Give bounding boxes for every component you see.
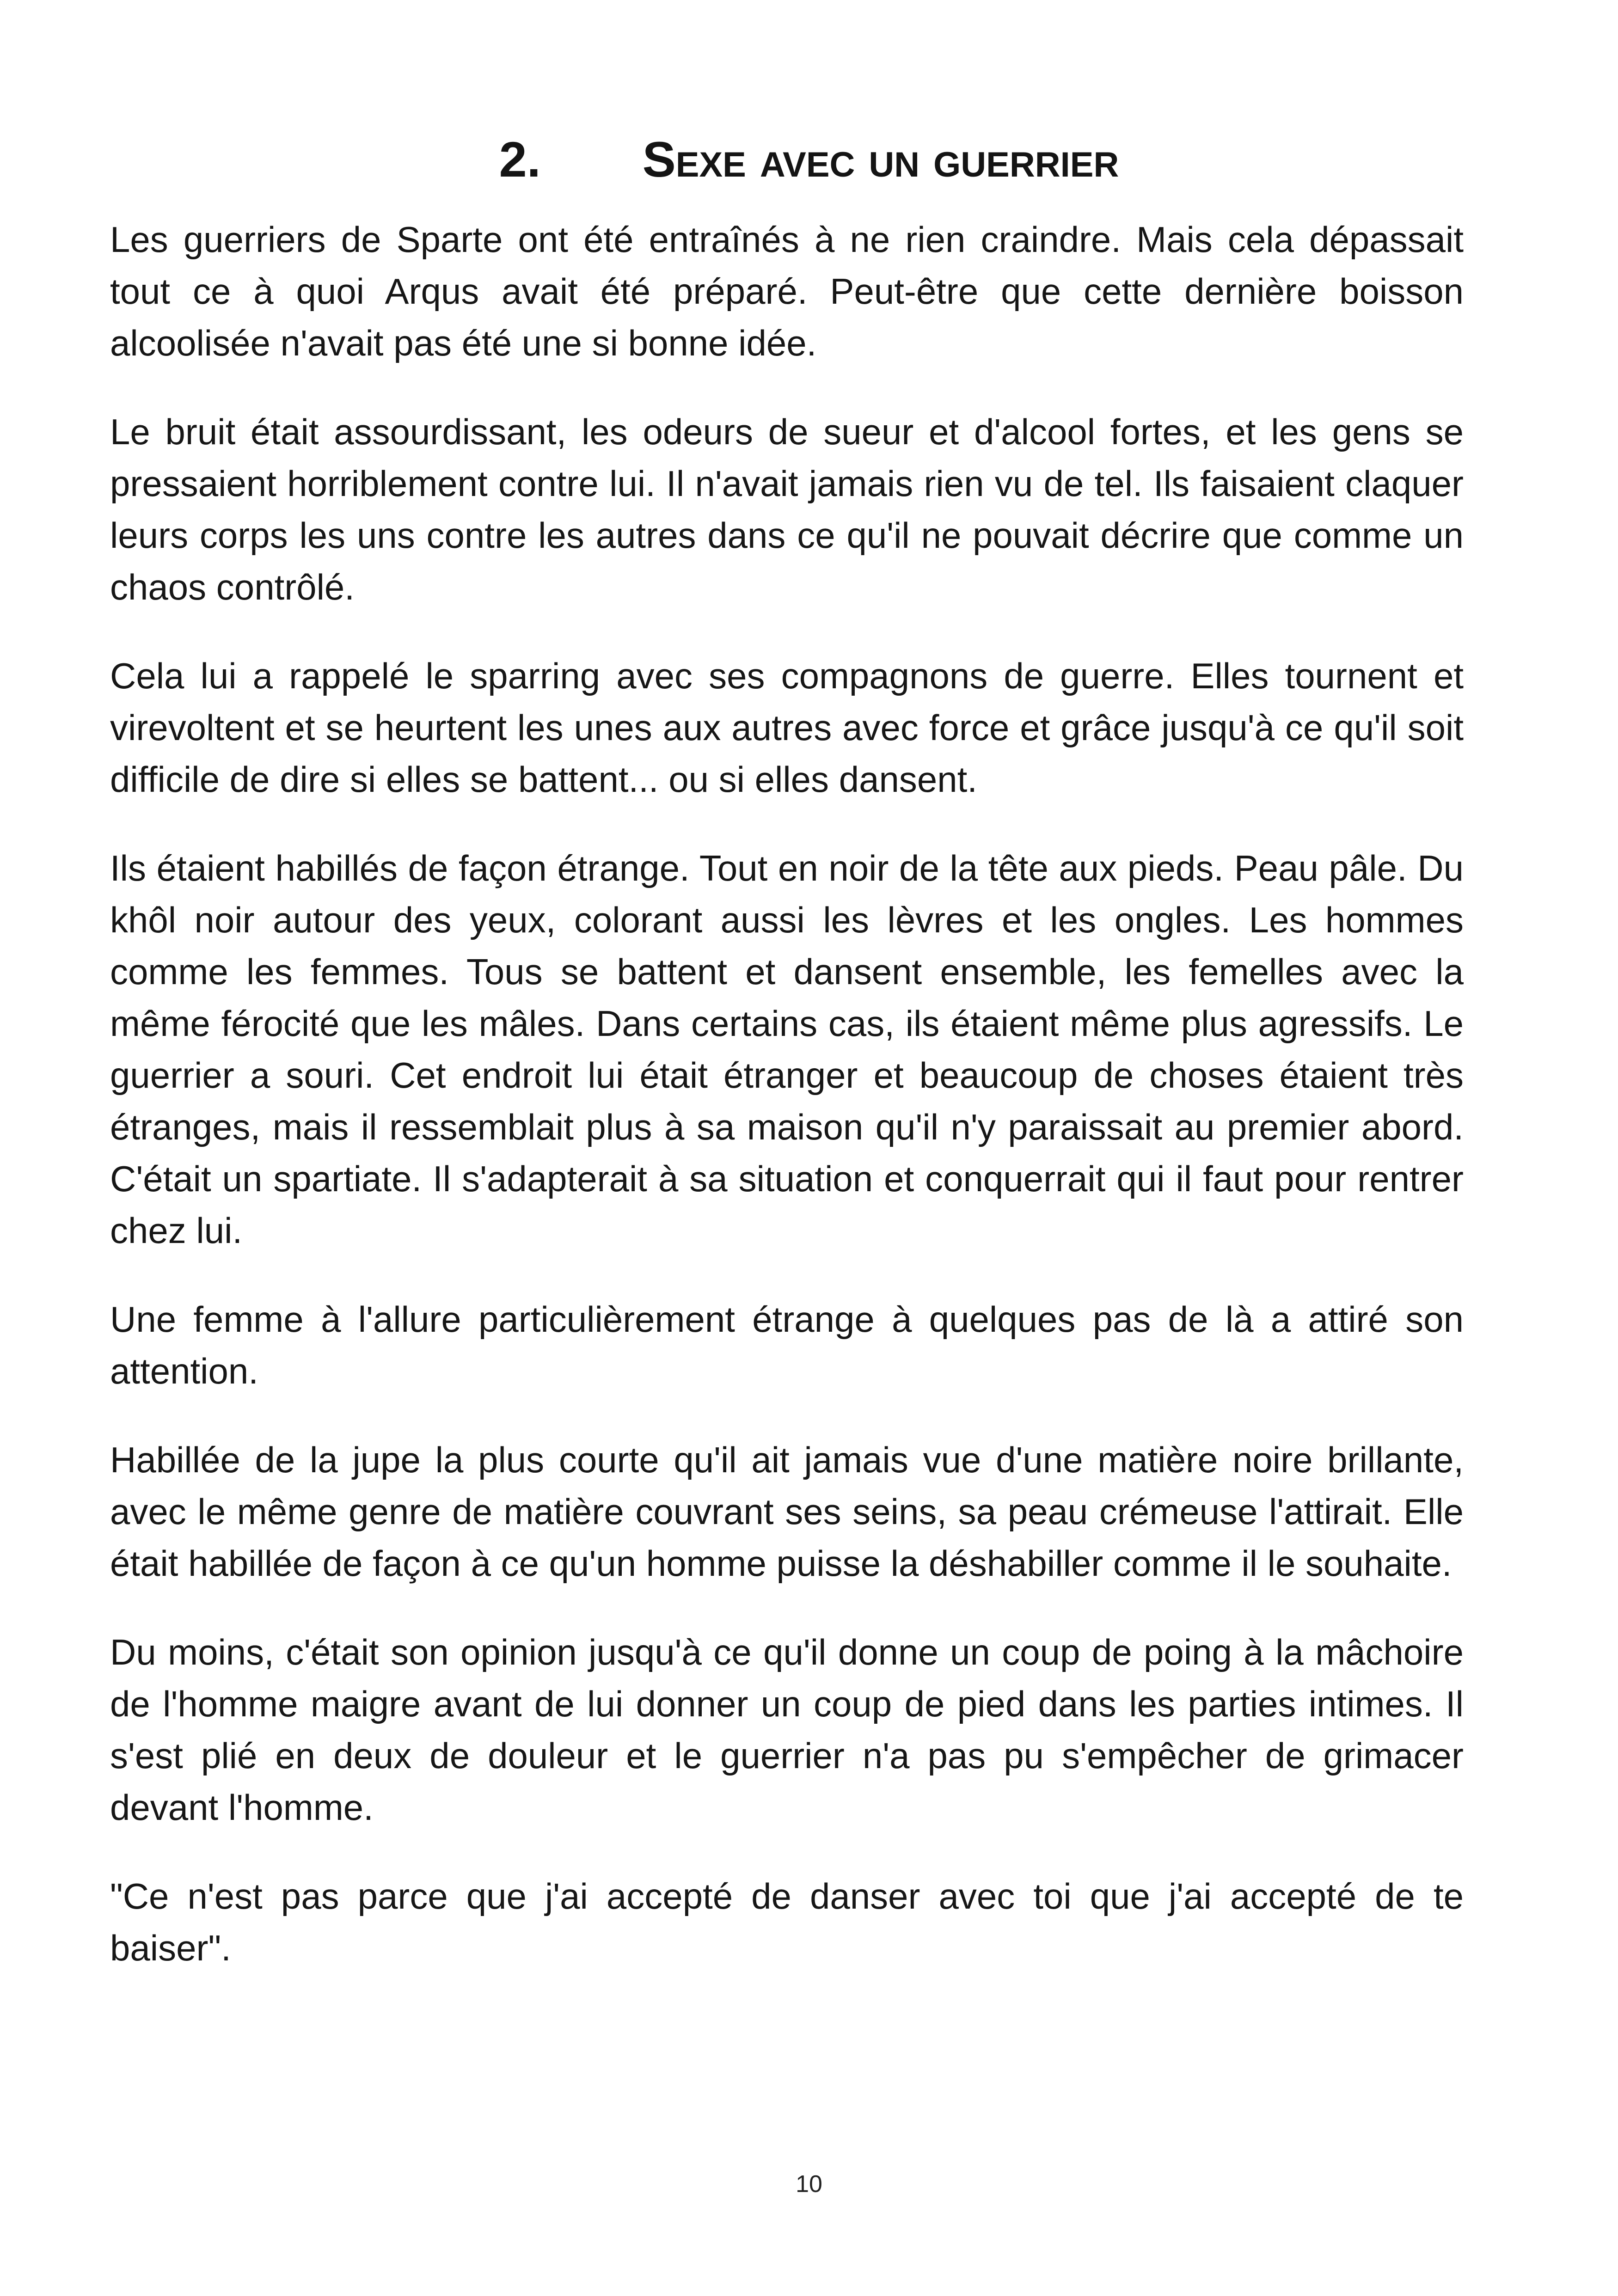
paragraph: Les guerriers de Sparte ont été entraînés à ne rien craindre. Mais cela dépassait tout ce à quoi Arqus avait été préparé. Peut-être que cette dernière boisson alcoolisée n'avait pas été une si bonne idée. xyxy=(110,219,1464,363)
paragraph: Habillée de la jupe la plus courte qu'il ait jamais vue d'une matière noire brillante, avec le même genre de matière couvrant ses seins, sa peau crémeuse l'attirait. Elle était habillée de façon à ce qu'un homme puisse la déshabiller comme il le souhaite. xyxy=(110,1439,1464,1584)
paragraph: Cela lui a rappelé le sparring avec ses compagnons de guerre. Elles tournent et virevoltent et se heurtent les unes aux autres avec force et grâce jusqu'à ce qu'il soit difficile de dire si elles se battent... ou si elles dansent. xyxy=(110,655,1464,800)
paragraph: Le bruit était assourdissant, les odeurs de sueur et d'alcool fortes, et les gens se pressaient horriblement contre lui. Il n'avait jamais rien vu de tel. Ils faisaient claquer leurs corps les uns contre les autres dans ce qu'il ne pouvait décrire que comme un chaos contrôlé. xyxy=(110,411,1464,607)
page-number: 10 xyxy=(796,2171,822,2198)
paragraph: Une femme à l'allure particulièrement étrange à quelques pas de là a attiré son attention. xyxy=(110,1299,1464,1391)
chapter-number: 2. xyxy=(499,131,541,187)
chapter-heading xyxy=(110,118,1508,201)
chapter-body xyxy=(110,214,1464,2011)
chapter-title: Sexe avec un guerrier xyxy=(642,131,1119,187)
paragraph: Du moins, c'était son opinion jusqu'à ce qu'il donne un coup de poing à la mâchoire de l'homme maigre avant de lui donner un coup de pied dans les parties intimes. Il s'est plié en deux de douleur et le guerrier n'a pas pu s'empêcher de grimacer devant l'homme. xyxy=(110,1632,1464,1828)
paragraph: Ils étaient habillés de façon étrange. Tout en noir de la tête aux pieds. Peau pâle. Du khôl noir autour des yeux, colorant aussi les lèvres et les ongles. Les hommes comme les femmes. Tous se battent et dansent ensemble, les femelles avec la même férocité que les mâles. Dans certains cas, ils étaient même plus agressifs. Le guerrier a souri. Cet endroit lui était étranger et beaucoup de choses étaient très étranges, mais il ressemblait plus à sa maison qu'il n'y paraissait au premier abord. C'était un spartiate. Il s'adapterait à sa situation et conquerrait qui il faut pour rentrer chez lui. xyxy=(110,848,1464,1251)
paragraph: "Ce n'est pas parce que j'ai accepté de danser avec toi que j'ai accepté de te baiser". xyxy=(110,1876,1464,1968)
